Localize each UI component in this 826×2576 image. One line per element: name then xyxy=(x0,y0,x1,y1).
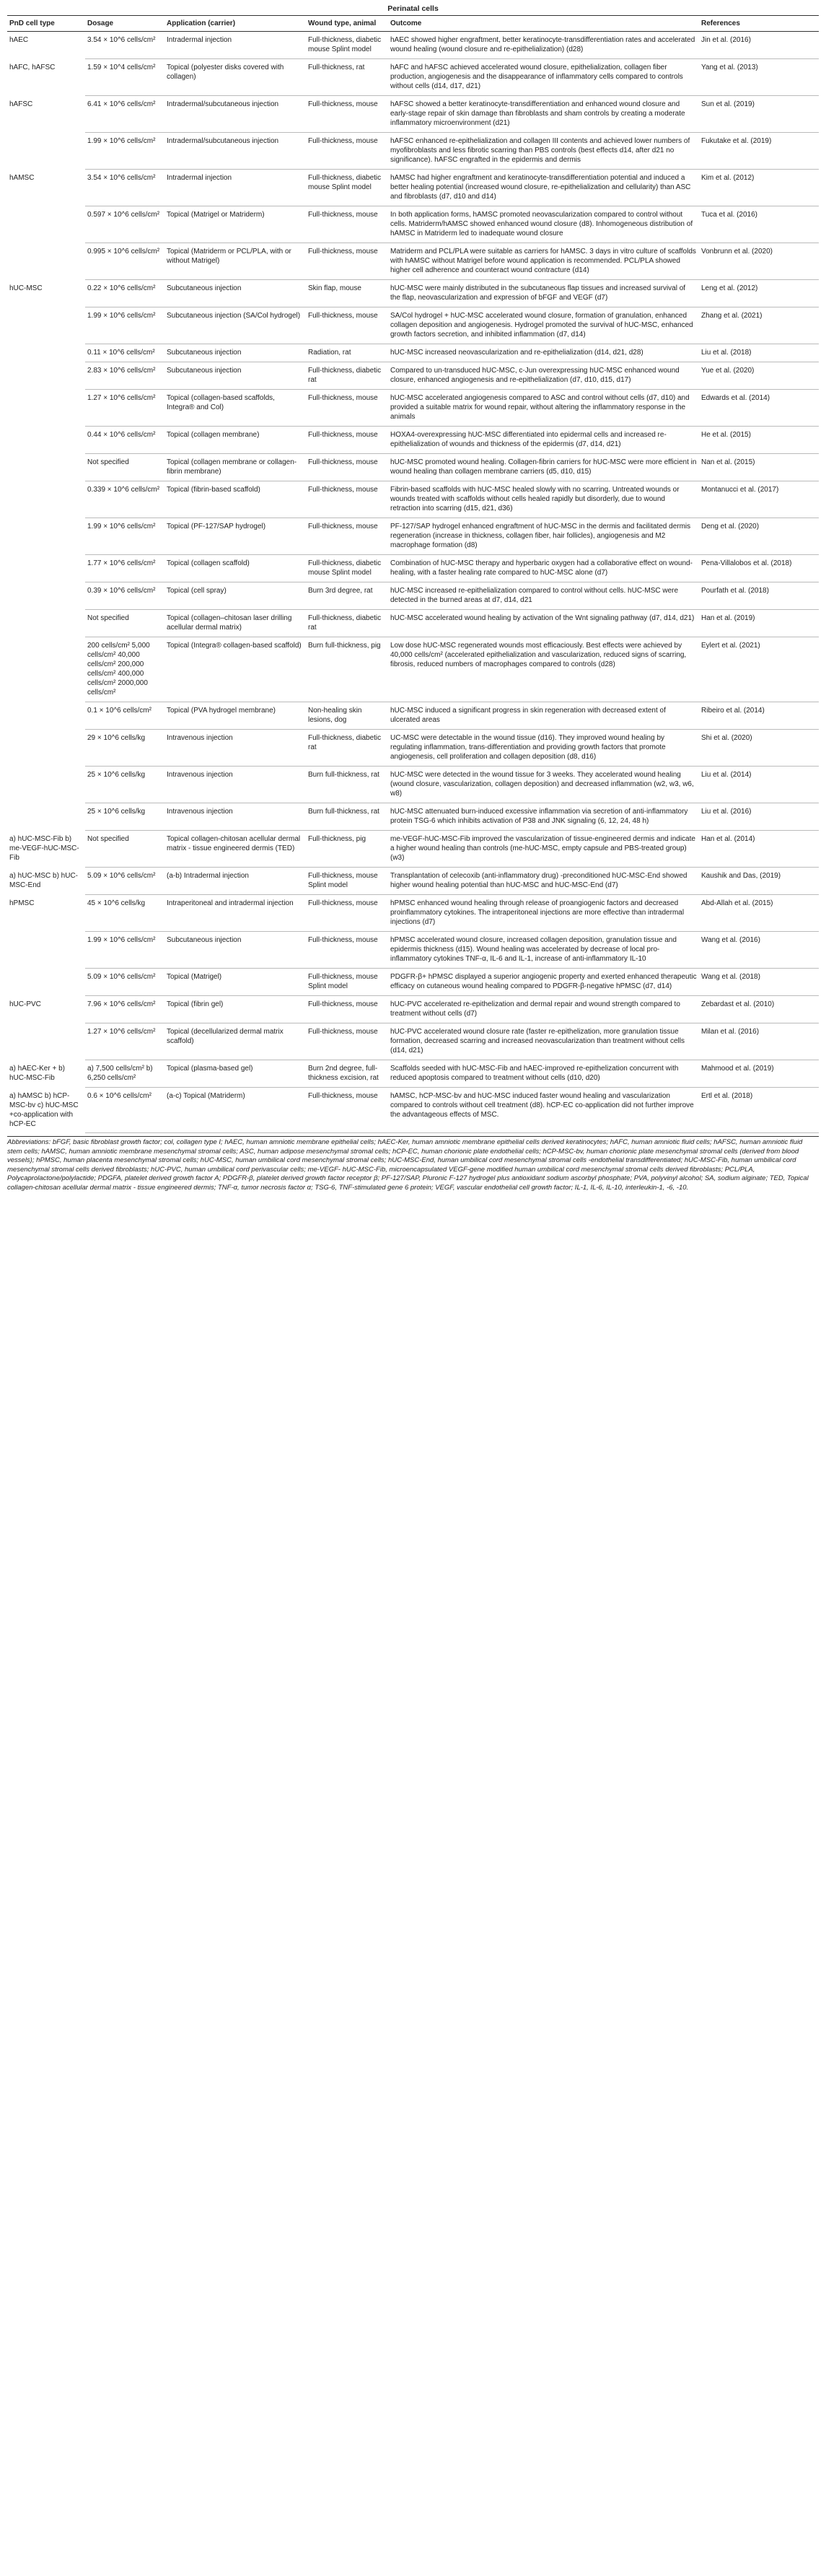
cell-references: Sun et al. (2019) xyxy=(699,96,819,133)
cell-wound: Skin flap, mouse xyxy=(306,280,388,307)
cell-wound: Full-thickness, mouse xyxy=(306,307,388,344)
cell-outcome: Matriderm and PCL/PLA were suitable as carriers for hAMSC. 3 days in vitro culture of scaffolds with hAMSC without Matrigel before wound application is recommended. PCL/PLA showed higher cell adherence and counteract wound contracture (d14) xyxy=(388,243,699,280)
cell-celltype: hPMSC xyxy=(9,899,35,907)
cell-application: Topical (collagen scaffold) xyxy=(164,555,306,582)
header-outcome: Outcome xyxy=(388,16,699,32)
cell-outcome: PF-127/SAP hydrogel enhanced engraftment of hUC-MSC in the dermis and facilitated dermis regeneration (increase in thickness, collagen fiber, hair follicles), angiogenesis and M2 macrophage formation (d8) xyxy=(388,518,699,555)
cell-references: Ribeiro et al. (2014) xyxy=(699,702,819,730)
cell-outcome: UC-MSC were detectable in the wound tissue (d16). They improved wound healing by regulating inflammation, trans-differentiation and providing growth factors that promote angiogenesis, cell proliferation and collagen deposition (d8, d16) xyxy=(388,730,699,767)
table-row xyxy=(7,390,819,427)
cell-outcome: hUC-MSC induced a significant progress in skin regeneration with decreased extent of ulcerated areas xyxy=(388,702,699,730)
cell-wound: Burn full-thickness, rat xyxy=(306,767,388,803)
cell-celltype xyxy=(7,610,85,637)
cell-wound: Full-thickness, diabetic mouse Splint model xyxy=(306,555,388,582)
cell-outcome: hUC-MSC accelerated wound healing by activation of the Wnt signaling pathway (d7, d14, d21) xyxy=(388,610,699,637)
abbreviations-text: bFGF, basic fibroblast growth factor; col, collagen type I; hAEC, human amniotic membrane epithelial cells; hAEC-Ker, human amniotic membrane epithelial cells derived keratinocytes; hAFC, human amniotic fluid cells; hAFSC, human amniotic fluid stem cells; hAMSC, human amniotic membrane mesenchymal stromal cells; ASC, human adipose mesenchymal stromal cells; hCP-EC, human chorionic plate endothelial cells; hCP-MSC-bv, human chorionic plate mesenchymal stromal cells (derived from blood vessels); hPMSC, human placenta mesenchymal stromal cells; hUC-MSC, human umbilical cord mesenchymal stromal cells; hUC-MSC-End, human umbilical cord mesenchymal stromal cells -endothelial transdifferentiated; hUC-MSC-Fib, human umbilical cord mesenchymal stromal cells derived fibroblasts; hUC-PVC, human umbilical cord perivascular cells; me-VEGF- hUC-MSC-Fib, microencapsulated VEGF-gene modified human umbilical cord mesenchymal stromal cells derived fibroblasts; PCL/PLA, Polycaprolactone/polylactide; PDGFA, platelet derived growth factor A; PDGFR-β, platelet derived growth factor receptor β; PF-127/SAP, Pluronic F-127 hydrogel plus antioxidant sodium ascorbyl phosphate; PVA, polyvinyl alcohol; SA, sodium alginate; TED, Topical collagen-chitosan acellular dermal matrix - tissue engineered dermis; TNF-α, tumor necrosis factor α; TSG-6, TNF-stimulated gene 6 protein; VEGF, vascular endothelial cell growth factor; IL-1, IL-6, IL-10, interleukin-1, -6, -10. xyxy=(7,1138,809,1192)
table-title: Perinatal cells xyxy=(7,3,819,16)
cell-celltype xyxy=(7,307,85,344)
table-row xyxy=(7,1060,819,1088)
table-row xyxy=(7,868,819,895)
cell-references: Wang et al. (2016) xyxy=(699,932,819,969)
cell-dosage: 25 × 10^6 cells/kg xyxy=(85,767,164,803)
cell-wound: Full-thickness, rat xyxy=(306,59,388,96)
cell-references: Pena-Villalobos et al. (2018) xyxy=(699,555,819,582)
cell-dosage: 0.339 × 10^6 cells/cm² xyxy=(85,481,164,518)
cell-application: Subcutaneous injection xyxy=(164,280,306,307)
cell-application: Subcutaneous injection xyxy=(164,344,306,362)
cell-outcome: hUC-MSC promoted wound healing. Collagen-fibrin carriers for hUC-MSC were more efficient in wound healing than collagen membrane carriers (d5, d10, d15) xyxy=(388,454,699,481)
cell-dosage: 1.27 × 10^6 cells/cm² xyxy=(85,390,164,427)
cell-celltype: hAFSC xyxy=(9,100,33,108)
cell-outcome: hUC-MSC were mainly distributed in the subcutaneous flap tissues and increased survival of the flap, neovascularization and expression of bFGF and VEGF (d7) xyxy=(388,280,699,307)
table-row xyxy=(7,895,819,932)
cell-references: Tuca et al. (2016) xyxy=(699,206,819,243)
cell-application: Topical (polyester disks covered with collagen) xyxy=(164,59,306,96)
cell-dosage: 0.995 × 10^6 cells/cm² xyxy=(85,243,164,280)
cell-dosage: 3.54 × 10^6 cells/cm² xyxy=(85,170,164,206)
cell-references: Liu et al. (2016) xyxy=(699,803,819,831)
table-row xyxy=(7,730,819,767)
table-body xyxy=(7,32,819,1133)
cell-application: Topical (Integra® collagen-based scaffold) xyxy=(164,637,306,702)
cell-celltype xyxy=(7,362,85,390)
cell-celltype: a) hUC-MSC b) hUC-MSC-End xyxy=(9,871,79,889)
cell-celltype xyxy=(7,481,85,518)
cell-celltype xyxy=(7,932,85,969)
cell-celltype xyxy=(7,427,85,454)
cell-application: Intradermal/subcutaneous injection xyxy=(164,96,306,133)
cell-celltype xyxy=(7,637,85,702)
cell-references: Deng et al. (2020) xyxy=(699,518,819,555)
abbreviations-label: Abbreviations: xyxy=(7,1138,51,1146)
cell-dosage: 7.96 × 10^6 cells/cm² xyxy=(85,996,164,1023)
cell-wound: Full-thickness, diabetic mouse Splint model xyxy=(306,32,388,59)
cell-celltype xyxy=(7,518,85,555)
cell-outcome: hUC-MSC increased re-epithelialization compared to control without cells. hUC-MSC were detected in the burned areas at d7, d14, d21 xyxy=(388,582,699,610)
cell-outcome: In both application forms, hAMSC promoted neovascularization compared to control without cells. Matriderm/hAMSC showed enhanced wound closure (d8). Inhomogeneous distribution of hAMSC in Matriderm led to inadequate wound closure xyxy=(388,206,699,243)
cell-dosage: 200 cells/cm² 5,000 cells/cm² 40,000 cells/cm² 200,000 cells/cm² 400,000 cells/cm² 2000,000 cells/cm² xyxy=(85,637,164,702)
header-celltype: PnD cell type xyxy=(7,16,85,32)
cell-references: Kim et al. (2012) xyxy=(699,170,819,206)
header-application: Application (carrier) xyxy=(164,16,306,32)
cell-dosage: 5.09 × 10^6 cells/cm² xyxy=(85,868,164,895)
cell-wound: Burn full-thickness, rat xyxy=(306,803,388,831)
table-row xyxy=(7,243,819,280)
cell-outcome: hAMSC, hCP-MSC-bv and hUC-MSC induced faster wound healing and vascularization compared to controls without cell treatment (d8). hCP-EC co-application did not further improve the advantageous effects of MSC. xyxy=(388,1088,699,1133)
cell-application: (a-b) Intradermal injection xyxy=(164,868,306,895)
cell-celltype: hAEC xyxy=(9,36,29,44)
cell-wound: Full-thickness, mouse xyxy=(306,932,388,969)
table-row xyxy=(7,454,819,481)
cell-dosage: a) 7,500 cells/cm² b) 6,250 cells/cm² xyxy=(85,1060,164,1088)
cell-application: Subcutaneous injection xyxy=(164,932,306,969)
cell-wound: Full-thickness, diabetic rat xyxy=(306,362,388,390)
cell-references: Mahmood et al. (2019) xyxy=(699,1060,819,1088)
cell-application: Topical (PF-127/SAP hydrogel) xyxy=(164,518,306,555)
cell-outcome: SA/Col hydrogel + hUC-MSC accelerated wound closure, formation of granulation, enhanced collagen deposition and angiogenesis. Hydrogel promoted the survival of hUC-MSC, enhanced growth factors secretion, and inhibited inflammation (d7, d14) xyxy=(388,307,699,344)
table-container xyxy=(7,3,819,1192)
cell-references: Jin et al. (2016) xyxy=(699,32,819,59)
cell-celltype xyxy=(7,344,85,362)
cell-references: Leng et al. (2012) xyxy=(699,280,819,307)
table-row xyxy=(7,96,819,133)
cell-dosage: Not specified xyxy=(85,831,164,868)
cell-references: Wang et al. (2018) xyxy=(699,969,819,996)
cell-dosage: 5.09 × 10^6 cells/cm² xyxy=(85,969,164,996)
cell-outcome: hAMSC had higher engraftment and keratinocyte-transdifferentiation potential and induced a better healing potential (increased wound closure, re-epithelialization and cellularity) than ASC and fibroblasts (d7, d10 and d14) xyxy=(388,170,699,206)
cell-outcome: hPMSC accelerated wound closure, increased collagen deposition, granulation tissue and epidermis thickness (d15). Wound healing was accelerated by decrease of local pro-inflammatory cytokines TNF-α, IL-6 and IL-1, increase of anti-inflammatory IL-10 xyxy=(388,932,699,969)
cell-references: Pourfath et al. (2018) xyxy=(699,582,819,610)
cell-references: Liu et al. (2018) xyxy=(699,344,819,362)
cell-celltype xyxy=(7,454,85,481)
cell-application: Topical (Matrigel) xyxy=(164,969,306,996)
cell-dosage: 25 × 10^6 cells/kg xyxy=(85,803,164,831)
cell-references: Yang et al. (2013) xyxy=(699,59,819,96)
cell-references: Abd-Allah et al. (2015) xyxy=(699,895,819,932)
cell-application: Subcutaneous injection xyxy=(164,362,306,390)
cell-celltype xyxy=(7,1023,85,1060)
table-row xyxy=(7,59,819,96)
cell-celltype: a) hAEC-Ker + b) hUC-MSC-Fib xyxy=(9,1064,65,1082)
cell-celltype xyxy=(7,730,85,767)
cell-dosage: 0.6 × 10^6 cells/cm² xyxy=(85,1088,164,1133)
cell-outcome: hUC-MSC attenuated burn-induced excessive inflammation via secretion of anti-inflammatory protein TSG-6 which inhibits activation of P38 and JNK signaling (6, 12, 24, 48 h) xyxy=(388,803,699,831)
table-row xyxy=(7,555,819,582)
cell-application: Intradermal/subcutaneous injection xyxy=(164,133,306,170)
cell-application: Intravenous injection xyxy=(164,730,306,767)
cell-wound: Full-thickness, mouse xyxy=(306,243,388,280)
cell-dosage: 29 × 10^6 cells/kg xyxy=(85,730,164,767)
table-row xyxy=(7,518,819,555)
cell-celltype xyxy=(7,969,85,996)
cell-outcome: hPMSC enhanced wound healing through release of proangiogenic factors and decreased proinflammatory cytokines. The intraperitoneal injections are more effective than intradermal injections (d7) xyxy=(388,895,699,932)
cell-dosage: 1.99 × 10^6 cells/cm² xyxy=(85,133,164,170)
table-row xyxy=(7,307,819,344)
cell-celltype xyxy=(7,767,85,803)
cell-wound: Non-healing skin lesions, dog xyxy=(306,702,388,730)
cell-wound: Full-thickness, mouse xyxy=(306,895,388,932)
cell-references: Kaushik and Das, (2019) xyxy=(699,868,819,895)
cell-outcome: hUC-MSC were detected in the wound tissue for 3 weeks. They accelerated wound healing (wound closure, vascularization, collagen deposition) and decreased inflammation (w2, w3, w6, w8) xyxy=(388,767,699,803)
cell-references: Nan et al. (2015) xyxy=(699,454,819,481)
cell-wound: Full-thickness, mouse xyxy=(306,390,388,427)
cell-outcome: HOXA4-overexpressing hUC-MSC differentiated into epidermal cells and increased re-epithelialization of wounds and thickness of the epidermis (d7, d14, d21) xyxy=(388,427,699,454)
cell-application: Intradermal injection xyxy=(164,170,306,206)
cell-celltype: hUC-PVC xyxy=(9,1000,41,1008)
cell-dosage: 1.77 × 10^6 cells/cm² xyxy=(85,555,164,582)
cell-outcome: hUC-MSC accelerated angiogenesis compared to ASC and control without cells (d7, d10) and provided a suitable matrix for wound repair, without altering the inflammatory response in the animals xyxy=(388,390,699,427)
cell-wound: Full-thickness, mouse Splint model xyxy=(306,868,388,895)
cell-application: Topical (fibrin-based scaffold) xyxy=(164,481,306,518)
cell-application: Topical (collagen–chitosan laser drilling acellular dermal matrix) xyxy=(164,610,306,637)
cell-application: Topical (Matrigel or Matriderm) xyxy=(164,206,306,243)
table-row xyxy=(7,582,819,610)
header-dosage: Dosage xyxy=(85,16,164,32)
cell-wound: Full-thickness, diabetic rat xyxy=(306,610,388,637)
cell-outcome: Low dose hUC-MSC regenerated wounds most efficaciously. Best effects were achieved by 40,000 cells/cm² (accelerated epithelialization and vascularization, reduced signs of scarring, fibrosis, reduced numbers of macrophages compared to controls (d28) xyxy=(388,637,699,702)
table-row xyxy=(7,362,819,390)
cell-outcome: Compared to un-transduced hUC-MSC, c-Jun overexpressing hUC-MSC enhanced wound closure, enhanced angiogenesis and re-epithelialization (d7, d10, d15, d17) xyxy=(388,362,699,390)
table-row xyxy=(7,206,819,243)
cell-wound: Full-thickness, mouse xyxy=(306,206,388,243)
cell-wound: Full-thickness, mouse xyxy=(306,1088,388,1133)
cell-celltype xyxy=(7,133,85,170)
cell-wound: Full-thickness, mouse xyxy=(306,96,388,133)
cell-wound: Full-thickness, mouse Splint model xyxy=(306,969,388,996)
table-row xyxy=(7,803,819,831)
cell-application: Topical collagen-chitosan acellular dermal matrix - tissue engineered dermis (TED) xyxy=(164,831,306,868)
cell-references: Liu et al. (2014) xyxy=(699,767,819,803)
cell-wound: Full-thickness, mouse xyxy=(306,133,388,170)
cell-application: Topical (collagen-based scaffolds, Integra® and Col) xyxy=(164,390,306,427)
table-row xyxy=(7,996,819,1023)
cell-celltype: hUC-MSC xyxy=(9,284,43,292)
cell-celltype xyxy=(7,582,85,610)
cell-references: Yue et al. (2020) xyxy=(699,362,819,390)
cell-application: Topical (collagen membrane or collagen-fibrin membrane) xyxy=(164,454,306,481)
cell-outcome: Fibrin-based scaffolds with hUC-MSC healed slowly with no scarring. Untreated wounds or wounds treated with scaffolds without cells healed rapidly but disorderly, due to wound retraction into scarring (d15, d21, d36) xyxy=(388,481,699,518)
cell-wound: Full-thickness, diabetic rat xyxy=(306,730,388,767)
cell-outcome: hAFSC enhanced re-epithelialization and collagen III contents and achieved lower numbers of myofibroblasts and less fibrotic scarring than PBS controls (best effects d14, after d21 no significance). hAFSC engrafted in the epidermis and dermis xyxy=(388,133,699,170)
table-row xyxy=(7,170,819,206)
cell-dosage: 1.59 × 10^4 cells/cm² xyxy=(85,59,164,96)
table-row xyxy=(7,32,819,59)
cell-wound: Full-thickness, diabetic mouse Splint model xyxy=(306,170,388,206)
table-row xyxy=(7,427,819,454)
table-row xyxy=(7,932,819,969)
cell-outcome: hUC-PVC accelerated re-epithelization and dermal repair and wound strength compared to treatment without cells (d7) xyxy=(388,996,699,1023)
cell-outcome: hAEC showed higher engraftment, better keratinocyte-transdifferentiation rates and accelerated wound healing (wound closure and re-epithelialization) (d28) xyxy=(388,32,699,59)
cell-references: Ertl et al. (2018) xyxy=(699,1088,819,1133)
cell-references: Edwards et al. (2014) xyxy=(699,390,819,427)
cell-dosage: 0.1 × 10^6 cells/cm² xyxy=(85,702,164,730)
cell-references: Eylert et al. (2021) xyxy=(699,637,819,702)
table-row xyxy=(7,767,819,803)
header-wound: Wound type, animal xyxy=(306,16,388,32)
table-row xyxy=(7,831,819,868)
cell-references: Han et al. (2019) xyxy=(699,610,819,637)
cell-references: Zebardast et al. (2010) xyxy=(699,996,819,1023)
cell-wound: Full-thickness, mouse xyxy=(306,1023,388,1060)
cell-dosage: 0.597 × 10^6 cells/cm² xyxy=(85,206,164,243)
cell-wound: Full-thickness, mouse xyxy=(306,996,388,1023)
table-row xyxy=(7,344,819,362)
table-row xyxy=(7,637,819,702)
cell-wound: Burn full-thickness, pig xyxy=(306,637,388,702)
cell-application: Topical (plasma-based gel) xyxy=(164,1060,306,1088)
cell-wound: Full-thickness, mouse xyxy=(306,427,388,454)
cell-outcome: Scaffolds seeded with hUC-MSC-Fib and hAEC-improved re-epithelization concurrent with reduced apoptosis compared to treatment without cells (d10, d20) xyxy=(388,1060,699,1088)
cell-application: (a-c) Topical (Matriderm) xyxy=(164,1088,306,1133)
cell-celltype xyxy=(7,243,85,280)
cell-dosage: 0.39 × 10^6 cells/cm² xyxy=(85,582,164,610)
cell-celltype xyxy=(7,555,85,582)
table-row xyxy=(7,610,819,637)
cell-dosage: 6.41 × 10^6 cells/cm² xyxy=(85,96,164,133)
cell-references: Shi et al. (2020) xyxy=(699,730,819,767)
header-references: References xyxy=(699,16,819,32)
cell-outcome: hUC-PVC accelerated wound closure rate (faster re-epithelization, more granulation tissue formation, decreased scarring and increased neovascularization than treatment without cells (d14, d21) xyxy=(388,1023,699,1060)
cell-references: Han et al. (2014) xyxy=(699,831,819,868)
cell-dosage: 0.22 × 10^6 cells/cm² xyxy=(85,280,164,307)
cell-dosage: 0.44 × 10^6 cells/cm² xyxy=(85,427,164,454)
cell-dosage: 0.11 × 10^6 cells/cm² xyxy=(85,344,164,362)
cell-dosage: Not specified xyxy=(85,610,164,637)
cell-celltype: a) hUC-MSC-Fib b) me-VEGF-hUC-MSC-Fib xyxy=(9,834,79,862)
cell-application: Topical (decellularized dermal matrix scaffold) xyxy=(164,1023,306,1060)
cell-references: Vonbrunn et al. (2020) xyxy=(699,243,819,280)
cell-dosage: 3.54 × 10^6 cells/cm² xyxy=(85,32,164,59)
cell-references: He et al. (2015) xyxy=(699,427,819,454)
cell-application: Topical (cell spray) xyxy=(164,582,306,610)
cell-outcome: hAFSC showed a better keratinocyte-transdifferentiation and enhanced wound closure and early-stage repair of skin damage than fibroblasts and sham controls by creating a moderate inflammatory microenvironment (d21) xyxy=(388,96,699,133)
cell-celltype: hAMSC xyxy=(9,173,35,182)
cell-application: Topical (fibrin gel) xyxy=(164,996,306,1023)
cell-application: Intradermal injection xyxy=(164,32,306,59)
table-row xyxy=(7,481,819,518)
cell-wound: Burn 3rd degree, rat xyxy=(306,582,388,610)
cell-wound: Burn 2nd degree, full-thickness excision, rat xyxy=(306,1060,388,1088)
cell-celltype xyxy=(7,390,85,427)
cell-celltype: a) hAMSC b) hCP-MSC-bv c) hUC-MSC +co-application with hCP-EC xyxy=(9,1091,79,1128)
cell-application: Intravenous injection xyxy=(164,803,306,831)
table-row xyxy=(7,133,819,170)
cell-references: Milan et al. (2016) xyxy=(699,1023,819,1060)
cell-outcome: Combination of hUC-MSC therapy and hyperbaric oxygen had a collaborative effect on wound-healing, with a faster healing rate compared to hUC-MSC alone (d7) xyxy=(388,555,699,582)
cell-application: Intravenous injection xyxy=(164,767,306,803)
cell-celltype xyxy=(7,206,85,243)
cell-dosage: 1.99 × 10^6 cells/cm² xyxy=(85,932,164,969)
cell-application: Subcutaneous injection (SA/Col hydrogel) xyxy=(164,307,306,344)
abbreviations-footnote xyxy=(7,1136,819,1192)
cell-application: Topical (collagen membrane) xyxy=(164,427,306,454)
cell-references: Montanucci et al. (2017) xyxy=(699,481,819,518)
cell-celltype xyxy=(7,702,85,730)
cell-dosage: 1.99 × 10^6 cells/cm² xyxy=(85,518,164,555)
cell-dosage: 1.99 × 10^6 cells/cm² xyxy=(85,307,164,344)
cell-wound: Full-thickness, mouse xyxy=(306,481,388,518)
cell-wound: Full-thickness, pig xyxy=(306,831,388,868)
cell-dosage: 45 × 10^6 cells/kg xyxy=(85,895,164,932)
cell-outcome: PDGFR-β+ hPMSC displayed a superior angiogenic property and exerted enhanced therapeutic efficacy on cutaneous wound healing compared to PDGFR-β-negative hPMSC (d7, d14) xyxy=(388,969,699,996)
cell-outcome: me-VEGF-hUC-MSC-Fib improved the vascularization of tissue-engineered dermis and indicate a higher wound healing than controls (me-hUC-MSC, empty capsule and PBS-treated group) (w3) xyxy=(388,831,699,868)
table-row xyxy=(7,280,819,307)
table-row xyxy=(7,969,819,996)
cell-dosage: 2.83 × 10^6 cells/cm² xyxy=(85,362,164,390)
cell-application: Intraperitoneal and intradermal injection xyxy=(164,895,306,932)
cell-celltype: hAFC, hAFSC xyxy=(9,63,56,71)
cell-dosage: Not specified xyxy=(85,454,164,481)
cell-outcome: hUC-MSC increased neovascularization and re-epithelialization (d14, d21, d28) xyxy=(388,344,699,362)
perinatal-cells-table xyxy=(7,16,819,1133)
cell-application: Topical (Matriderm or PCL/PLA, with or without Matrigel) xyxy=(164,243,306,280)
header-row xyxy=(7,16,819,32)
cell-wound: Full-thickness, mouse xyxy=(306,518,388,555)
cell-celltype xyxy=(7,803,85,831)
table-row xyxy=(7,702,819,730)
cell-references: Fukutake et al. (2019) xyxy=(699,133,819,170)
table-row xyxy=(7,1088,819,1133)
cell-references: Zhang et al. (2021) xyxy=(699,307,819,344)
cell-dosage: 1.27 × 10^6 cells/cm² xyxy=(85,1023,164,1060)
cell-application: Topical (PVA hydrogel membrane) xyxy=(164,702,306,730)
cell-outcome: hAFC and hAFSC achieved accelerated wound closure, epithelialization, collagen fiber production, angiogenesis and the disappearance of inflammatory cells compared to controls without cells (d14, d17, d21) xyxy=(388,59,699,96)
cell-wound: Radiation, rat xyxy=(306,344,388,362)
cell-wound: Full-thickness, mouse xyxy=(306,454,388,481)
table-row xyxy=(7,1023,819,1060)
cell-outcome: Transplantation of celecoxib (anti-inflammatory drug) -preconditioned hUC-MSC-End showed higher wound healing potential than hUC-MSC and hUC-MSC-End (d7) xyxy=(388,868,699,895)
